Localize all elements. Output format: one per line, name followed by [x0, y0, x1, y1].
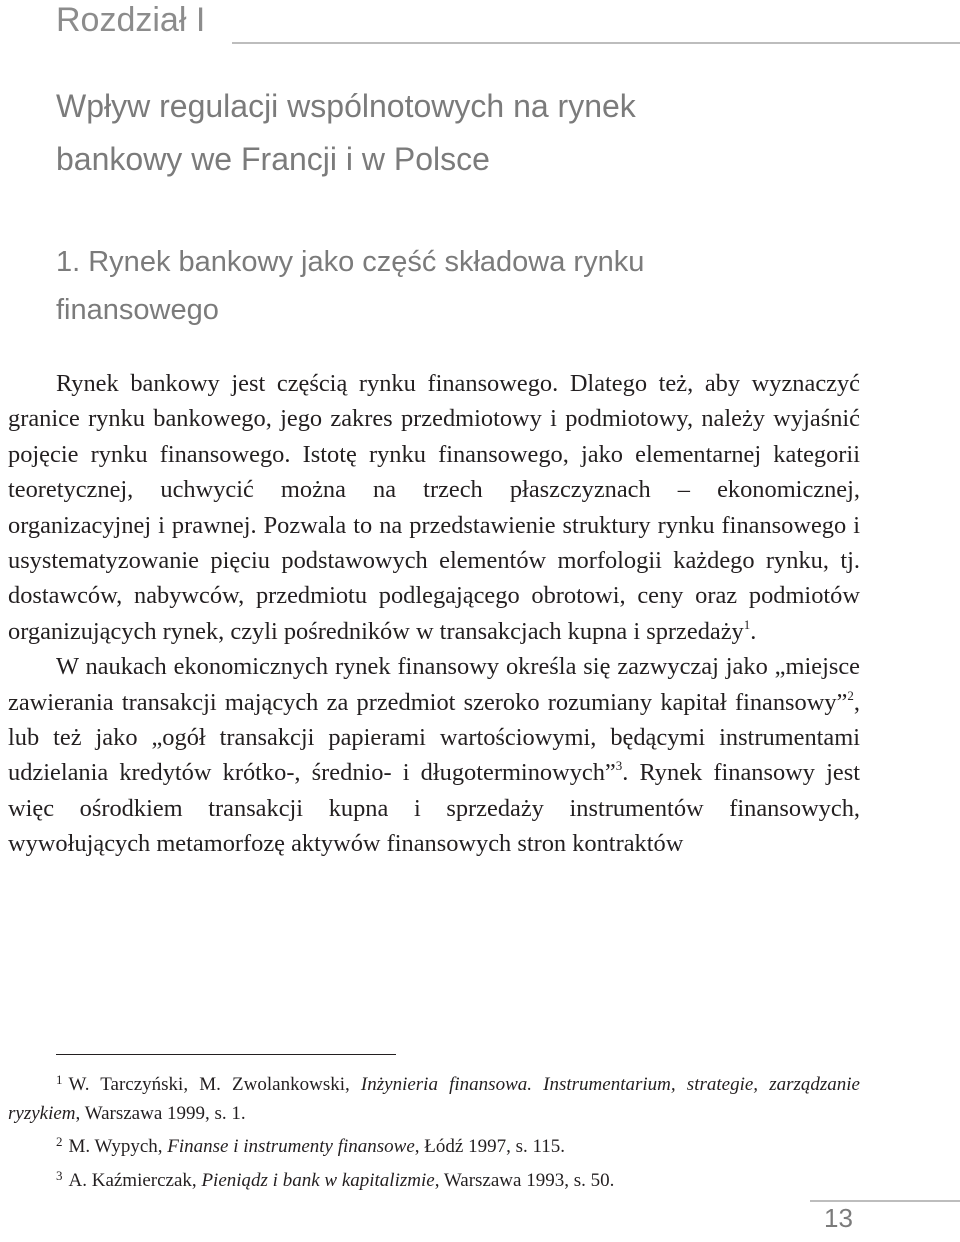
footnote-number: 2: [56, 1134, 63, 1149]
section-title-line-2: finansowego: [56, 294, 219, 326]
footnote-1: [8, 1066, 860, 1128]
chapter-title-line-1: Wpływ regulacji wspólnotowych na rynek: [56, 88, 636, 124]
body-text: [8, 366, 860, 862]
footnote-number: 3: [56, 1167, 63, 1183]
footnote-ref-3[interactable]: 3: [615, 758, 623, 774]
footnote-title: Pieniądz i bank w kapitalizmie: [201, 1169, 435, 1191]
footnote-author: W. Tarczyński, M. Zwolankowski,: [68, 1074, 361, 1095]
chapter-rule: [232, 42, 960, 44]
paragraph-2-text-a: W naukach ekonomicznych rynek finansowy określa się zazwyczaj jako „miejsce zawierania transakcji mających za przedmiot szeroko rozumiany kapitał finansowy”: [8, 653, 860, 716]
paragraph-1-text: Rynek bankowy jest częścią rynku finansowego. Dlatego też, aby wyznaczyć granice rynku bankowego, jego zakres przedmiotowy i podmiotowy, należy wyjaśnić pojęcie rynku finansowego. Istotę rynku finansowego, jako elementarnej kategorii teoretycznej, uchwycić można na trzech płaszczyznach – ekonomicznej, organizacyjnej i prawnej. Pozwala to na przedstawienie struktury rynku finansowego i usystematyzowanie pięciu podstawowych elementów morfologii każdego rynku, tj. dostawców, nabywców, przedmiotu podlegającego obrotowi, ceny oraz podmiotów organizujących rynek, czyli pośredników w transakcjach kupna i sprzedaży: [8, 370, 860, 645]
footnote-title: Finanse i instrumenty finansowe: [167, 1136, 415, 1157]
footnote-rest: , Warszawa 1993, s. 50.: [434, 1169, 615, 1191]
paragraph-2: [8, 649, 860, 861]
chapter-title: [56, 80, 876, 186]
section-title-line-1: 1. Rynek bankowy jako część składowa rynku: [56, 246, 645, 278]
paragraph-1: [8, 366, 860, 649]
footnotes: [8, 1066, 860, 1195]
footnote-author: A. Kaźmierczak,: [68, 1169, 202, 1191]
footnote-title: Inżynieria finansowa. Instrumentarium, strategie, zarządzanie ryzykiem: [8, 1074, 860, 1124]
page-number: 13: [824, 1203, 853, 1233]
footnote-ref-2[interactable]: 2: [847, 687, 854, 703]
paragraph-2-text-c: . Rynek finansowy jest więc ośrodkiem transakcji kupna i sprzedaży instrumentów finansowych, wywołujących metamorfozę aktywów finansowych stron kontraktów: [8, 759, 860, 858]
chapter-title-line-2: bankowy we Francji i w Polsce: [56, 141, 490, 177]
footnote-author: M. Wypych,: [68, 1136, 168, 1157]
paragraph-2-text-b: , lub też jako „ogół transakcji papierami wartościowymi, będącymi instrumentami udzielania kredytów krótko-, średnio- i długoterminowych”: [8, 688, 860, 787]
paragraph-1-end: .: [750, 617, 757, 645]
footnote-rest: , Warszawa 1999, s. 1.: [75, 1102, 246, 1124]
footnote-ref-1[interactable]: 1: [743, 616, 751, 632]
footnote-rule: [56, 1054, 396, 1055]
section-title: [56, 238, 876, 334]
footnote-2: [8, 1128, 860, 1162]
footnote-rest: , Łódź 1997, s. 115.: [414, 1136, 566, 1157]
footnote-3: [8, 1162, 860, 1196]
footnote-number: 1: [56, 1072, 63, 1087]
chapter-label: Rozdział I: [56, 1, 206, 39]
